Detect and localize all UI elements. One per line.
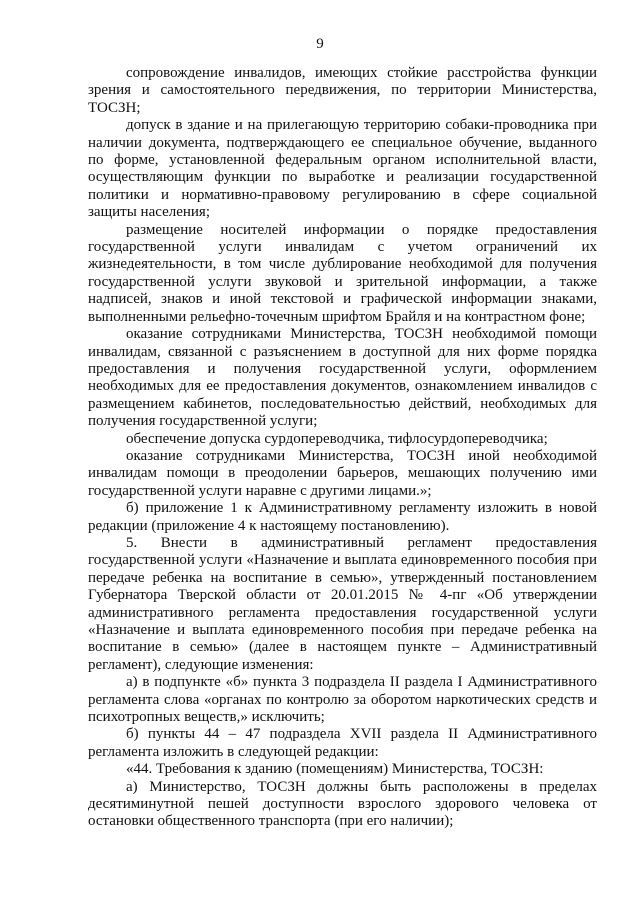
paragraph: обеспечение допуска сурдопереводчика, тифлосурдопереводчика; (126, 430, 548, 447)
paragraph: сопровождение инвалидов, имеющих стойкие расстройства функции зрения и самостоятельного передвижения, по территории Министерства, ТОСЗН; (88, 65, 597, 116)
paragraph: допуск в здание и на прилегающую территорию собаки-проводника при наличии документа, подтверждающего ее специальное обучение, выданного по форме, установленной федеральным органом исполнительной власти, осуществляющим функции по выработке и реализации государственной политики и нормативно-правовому регулированию в сфере социальной защиты населения; (88, 117, 597, 221)
paragraph: «44. Требования к зданию (помещениям) Министерства, ТОСЗН: (126, 761, 544, 778)
paragraph: 5. Внести в административный регламент предоставления государственной услуги «Назначение и выплата единовременного пособия при передаче ребенка на воспитание в семью», утвержденный постановлением Губернатора Тверской области от 20.01.2015 № 4-пг «Об утверждении административного регламента предоставления государственной услуги «Назначение и выплата единовременного пособия при передаче ребенка на воспитание в семью» (далее в настоящем пункте – Административный регламент), следующие изменения: (88, 534, 597, 673)
page-number: 9 (316, 36, 324, 52)
paragraph: а) Министерство, ТОСЗН должны быть расположены в пределах десятиминутной пешей доступности взрослого здорового человека от остановки общественного транспорта (при его наличии); (88, 778, 597, 830)
paragraph: б) приложение 1 к Административному регламенту изложить в новой редакции (приложение 4 к настоящему постановлению). (88, 500, 597, 534)
paragraph: б) пункты 44 – 47 подраздела XVII раздела II Административного регламента изложить в следующей редакции: (88, 726, 597, 760)
document-body (88, 65, 597, 831)
paragraph: оказание сотрудниками Министерства, ТОСЗН необходимой помощи инвалидам, связанной с разъяснением в доступной для них форме порядка предоставления и получения государственной услуги, оформлением необходимых для ее предоставления документов, ознакомлением инвалидов с размещением кабинетов, последовательностью действий, необходимых для получения государственной услуги; (88, 326, 597, 430)
paragraph: а) в подпункте «б» пункта 3 подраздела II раздела I Административного регламента слова «органах по контролю за оборотом наркотических средств и психотропных веществ,» исключить; (88, 674, 597, 726)
paragraph: размещение носителей информации о порядке предоставления государственной услуги инвалидам с учетом ограничений их жизнедеятельности, в том числе дублирование необходимой для получения государственной услуги звуковой и зрительной информации, а также надписей, знаков и иной текстовой и графической информации знаками, выполненными рельефно-точечным шрифтом Брайля и на контрастном фоне; (88, 221, 597, 325)
paragraph: оказание сотрудниками Министерства, ТОСЗН иной необходимой инвалидам помощи в преодолении барьеров, мешающих получению ими государственной услуги наравне с другими лицами.»; (88, 447, 597, 499)
